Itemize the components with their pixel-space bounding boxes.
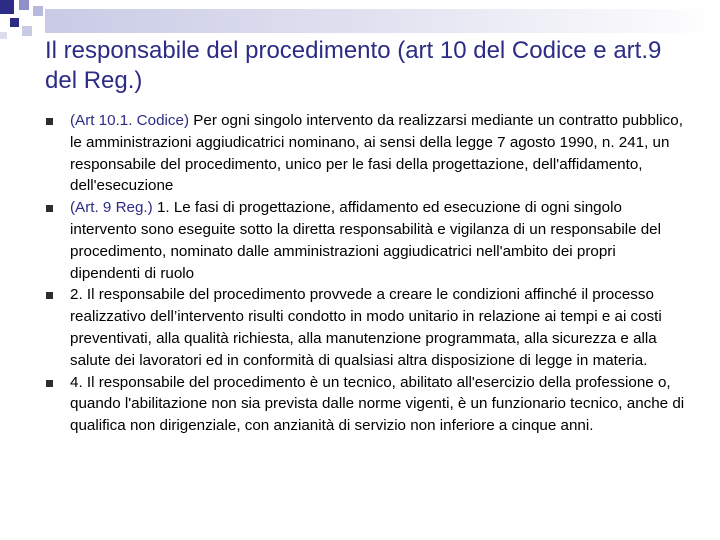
- corner-square: [33, 6, 43, 16]
- bullet-text: 1. Le fasi di progettazione, affidamento ed esecuzione di ogni singolo intervento sono eseguite sotto la diretta responsabilità e vigilanza di un responsabile del procedimento, nominato dalle amministrazioni aggiudicatrici nell'ambito dei propri dipendenti di ruolo: [70, 199, 661, 282]
- decorative-header: [0, 0, 720, 40]
- list-item: [45, 197, 685, 284]
- square-bullet-icon: [46, 118, 53, 125]
- article-reference: (Art. 9 Reg.): [70, 199, 153, 217]
- square-bullet-icon: [46, 292, 53, 299]
- square-bullet-icon: [46, 380, 53, 387]
- corner-square: [0, 32, 7, 39]
- bullet-list: [45, 110, 685, 437]
- bullet-text: 4. Il responsabile del procedimento è un tecnico, abilitato all'esercizio della professione o, quando l'abilitazione non sia prevista dalle norme vigenti, è un funzionario tecnico, anche di qualifica non dirigenziale, con anzianità di servizio non inferiore a cinque anni.: [70, 373, 685, 435]
- square-bullet-icon: [46, 205, 53, 212]
- corner-square: [0, 0, 14, 14]
- bullet-text: 2. Il responsabile del procedimento provvede a creare le condizioni affinché il processo realizzativo dell’intervento risulti condotto in modo unitario in relazione ai tempi e ai costi preventivati, alla qualità richiesta, alla manutenzione programmata, alla sicurezza e alla salute dei lavoratori ed in conformità di qualsiasi altra disposizione di legge in materia.: [70, 286, 662, 369]
- bullet-text: Per ogni singolo intervento da realizzarsi mediante un contratto pubblico, le amministrazioni aggiudicatrici nominano, ai sensi della legge 7 agosto 1990, n. 241, un responsabile del procedimento, unico per le fasi della progettazione, dell'affidamento, dell'esecuzione: [70, 112, 683, 195]
- corner-square: [22, 26, 32, 36]
- corner-square: [19, 0, 29, 10]
- slide-title: Il responsabile del procedimento (art 10 del Codice e art.9 del Reg.): [45, 37, 662, 94]
- list-item: [45, 284, 685, 371]
- corner-square: [10, 18, 19, 27]
- header-gradient-bar: [45, 9, 720, 33]
- list-item: [45, 372, 685, 437]
- article-reference: (Art 10.1. Codice): [70, 112, 190, 129]
- list-item: [45, 110, 685, 197]
